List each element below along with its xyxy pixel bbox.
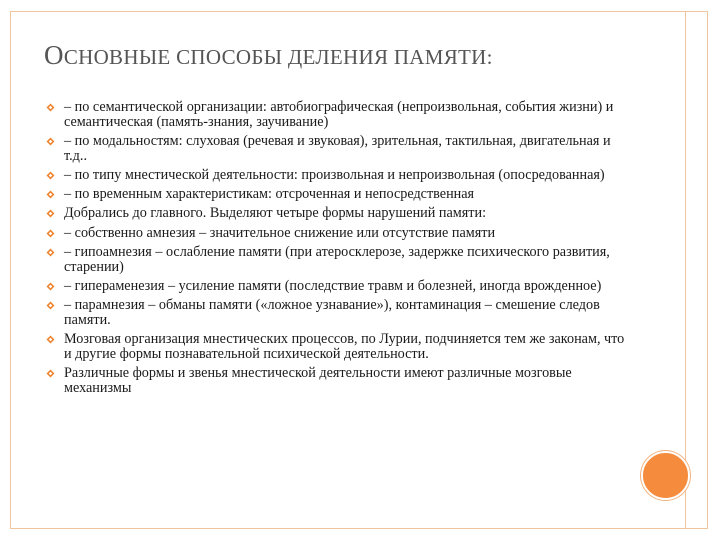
list-item	[44, 245, 634, 275]
list-item	[44, 279, 634, 294]
list-item-text: – гипоамнезия – ослабление памяти (при атеросклерозе, задержке психического развития, старении)	[64, 243, 610, 275]
diamond-bullet-icon	[46, 335, 55, 344]
title-rest: СНОВНЫЕ СПОСОБЫ ДЕЛЕНИЯ ПАМЯТИ:	[63, 45, 493, 69]
list-item	[44, 332, 634, 362]
diamond-bullet-icon	[46, 301, 55, 310]
slide-title	[44, 40, 493, 71]
list-item	[44, 366, 634, 396]
list-item-text: Мозговая организация мнестических процессов, по Лурии, подчиняется тем же законам, что и другие формы познавательной психической деятельности.	[64, 330, 625, 362]
diamond-bullet-icon	[46, 103, 55, 112]
list-item-text: Различные формы и звенья мнестической деятельности имеют различные мозговые механизмы	[64, 364, 572, 396]
frame-vertical-line	[685, 11, 686, 529]
list-item-text: – по модальностям: слуховая (речевая и звуковая), зрительная, тактильная, двигательная и т.д..	[64, 132, 611, 164]
list-item-text: – собственно амнезия – значительное снижение или отсутствие памяти	[64, 224, 496, 241]
list-item-text: – по временным характеристикам: отсроченная и непосредственная	[64, 186, 475, 203]
list-item-text: – парамнезия – обманы памяти («ложное узнавание»), контаминация – смешение следов памяти.	[64, 296, 600, 328]
list-item-text: – гипераменезия – усиление памяти (последствие травм и болезней, иногда врожденное)	[64, 277, 602, 294]
diamond-bullet-icon	[46, 190, 55, 199]
decorative-circle	[641, 451, 690, 500]
diamond-bullet-icon	[46, 229, 55, 238]
list-item	[44, 100, 634, 130]
list-item	[44, 226, 634, 241]
list-item	[44, 206, 634, 221]
diamond-bullet-icon	[46, 282, 55, 291]
list-item	[44, 134, 634, 164]
diamond-bullet-icon	[46, 137, 55, 146]
title-initial: О	[44, 40, 64, 70]
diamond-bullet-icon	[46, 209, 55, 218]
diamond-bullet-icon	[46, 369, 55, 378]
list-item-text: – по семантической организации: автобиографическая (непроизвольная, события жизни) и семантическая (память-знания, заучивание)	[64, 99, 614, 130]
list-item-text: Добрались до главного. Выделяют четыре формы нарушений памяти:	[64, 205, 487, 222]
list-item	[44, 168, 634, 183]
diamond-bullet-icon	[46, 248, 55, 257]
diamond-bullet-icon	[46, 171, 55, 180]
list-item-text: – по типу мнестической деятельности: произвольная и непроизвольная (опосредованная)	[64, 166, 605, 183]
list-item	[44, 187, 634, 202]
bullet-list	[44, 100, 634, 400]
list-item	[44, 298, 634, 328]
